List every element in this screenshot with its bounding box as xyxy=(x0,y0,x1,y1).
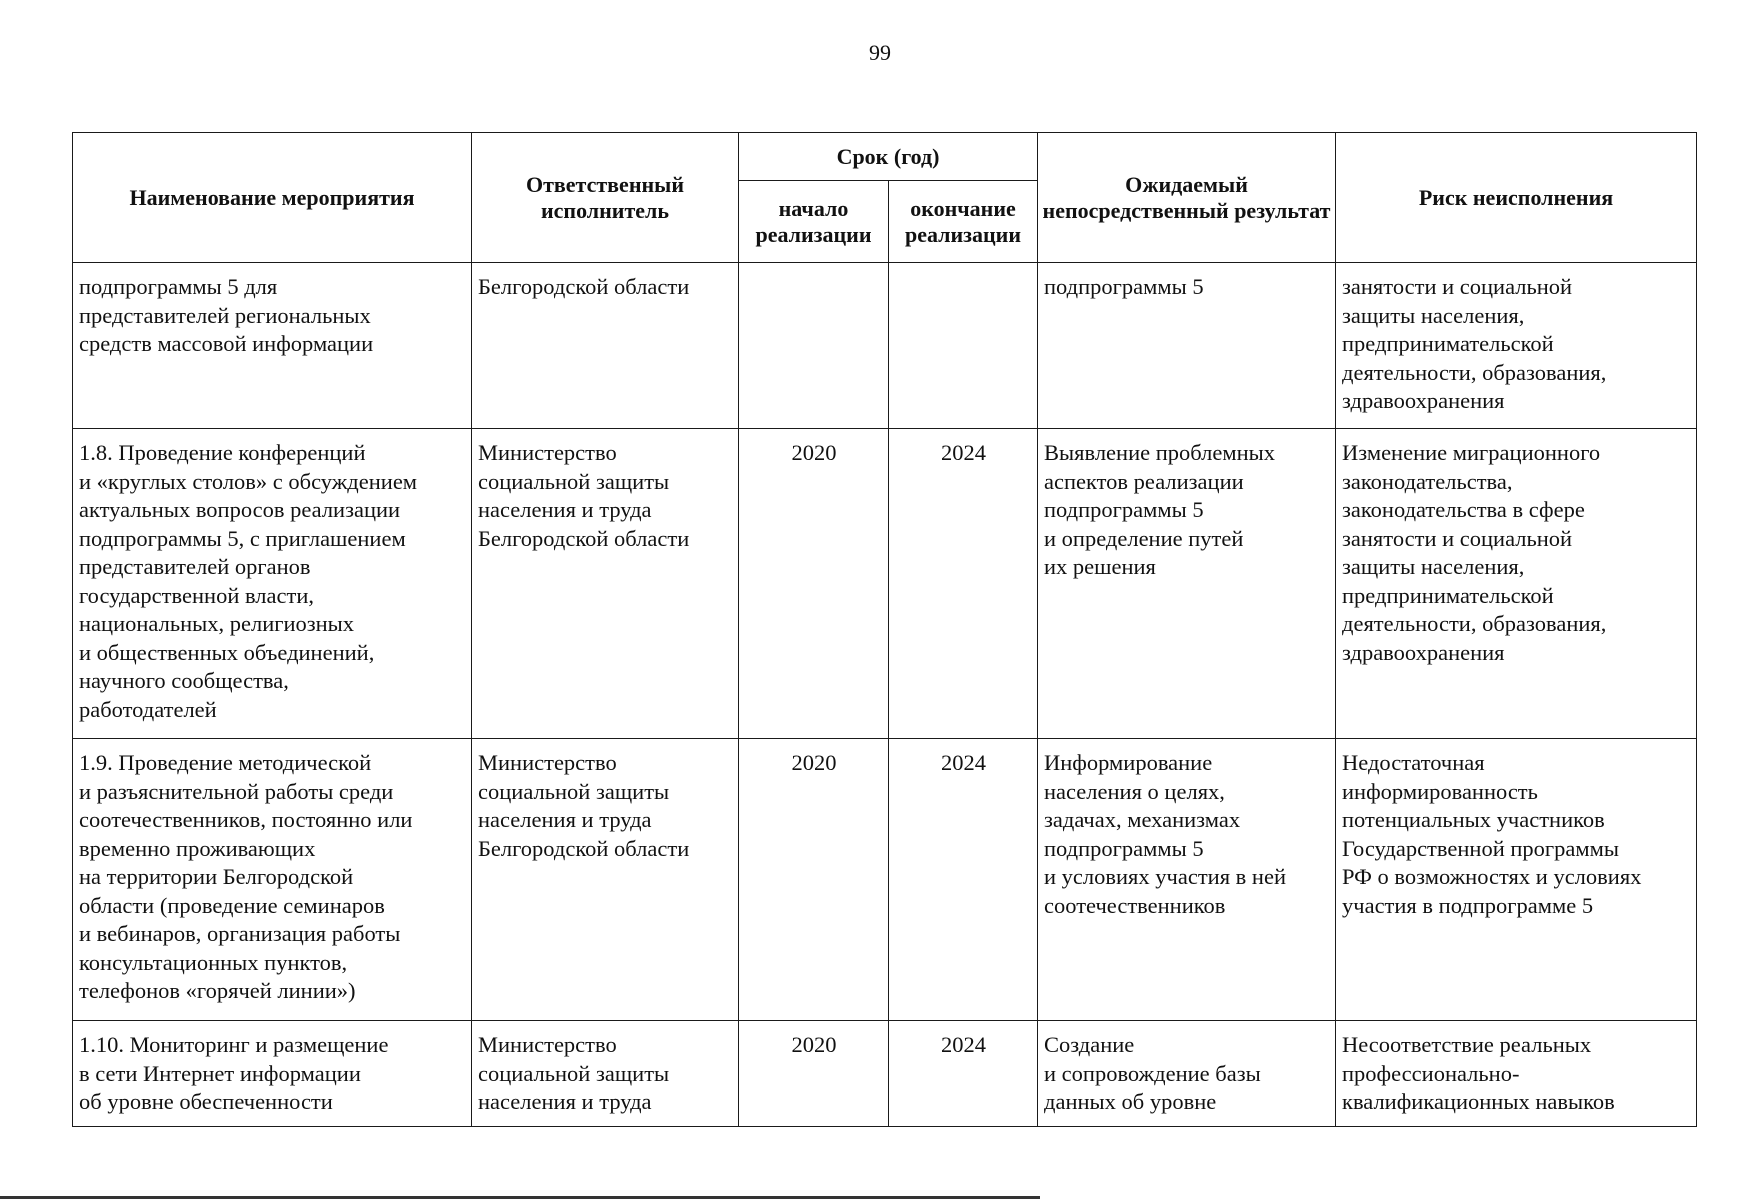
cell-end-year: 2024 xyxy=(889,739,1038,1021)
cell-risk: Изменение миграционного законодательства, законодательства в сфере занятости и социальной защиты населения, предпринимательской деятельности, образования, здравоохранения xyxy=(1336,429,1697,739)
cell-activity-name: 1.9. Проведение методической и разъяснительной работы среди соотечественников, постоянно или временно проживающих на территории Белгородской области (проведение семинаров и вебинаров, организация работы консультационных пунктов, телефонов «горячей линии») xyxy=(73,739,472,1021)
cell-end-year: 2024 xyxy=(889,429,1038,739)
header-end: окончание реализации xyxy=(889,181,1038,263)
header-term: Срок (год) xyxy=(739,133,1038,181)
cell-start-year: 2020 xyxy=(739,739,889,1021)
cell-executor: Министерство социальной защиты населения и труда xyxy=(472,1021,739,1127)
cell-activity-name: 1.8. Проведение конференций и «круглых столов» с обсуждением актуальных вопросов реализации подпрограммы 5, с приглашением представителей органов государственной власти, национальных, религиозных и общественных объединений, научного сообщества, работодателей xyxy=(73,429,472,739)
cell-activity-name: 1.10. Мониторинг и размещение в сети Интернет информации об уровне обеспеченности xyxy=(73,1021,472,1127)
bottom-border-line xyxy=(0,1196,1040,1199)
cell-expected-result: подпрограммы 5 xyxy=(1038,263,1336,429)
table-header xyxy=(73,133,1697,263)
cell-expected-result: Выявление проблемных аспектов реализации подпрограммы 5 и определение путей их решения xyxy=(1038,429,1336,739)
cell-executor: Министерство социальной защиты населения и труда Белгородской области xyxy=(472,739,739,1021)
cell-start-year: 2020 xyxy=(739,1021,889,1127)
cell-expected-result: Создание и сопровождение базы данных об уровне xyxy=(1038,1021,1336,1127)
cell-start-year: 2020 xyxy=(739,429,889,739)
cell-executor: Белгородской области xyxy=(472,263,739,429)
cell-expected-result: Информирование населения о целях, задачах, механизмах подпрограммы 5 и условиях участия в ней соотечественников xyxy=(1038,739,1336,1021)
header-start: начало реализации xyxy=(739,181,889,263)
cell-end-year: 2024 xyxy=(889,1021,1038,1127)
header-expected-result: Ожидаемый непосредственный результат xyxy=(1038,133,1336,263)
header-executor: Ответственный исполнитель xyxy=(472,133,739,263)
table-row xyxy=(73,739,1697,1021)
cell-risk: Недостаточная информированность потенциальных участников Государственной программы РФ о возможностях и условиях участия в подпрограмме 5 xyxy=(1336,739,1697,1021)
header-risk: Риск неисполнения xyxy=(1336,133,1697,263)
cell-risk: Несоответствие реальных профессионально- квалификационных навыков xyxy=(1336,1021,1697,1127)
activities-table xyxy=(72,132,1697,1127)
table-row xyxy=(73,429,1697,739)
table-row xyxy=(73,263,1697,429)
cell-start-year xyxy=(739,263,889,429)
table-row xyxy=(73,1021,1697,1127)
cell-executor: Министерство социальной защиты населения и труда Белгородской области xyxy=(472,429,739,739)
cell-end-year xyxy=(889,263,1038,429)
cell-activity-name: подпрограммы 5 для представителей региональных средств массовой информации xyxy=(73,263,472,429)
cell-risk: занятости и социальной защиты населения, предпринимательской деятельности, образования, здравоохранения xyxy=(1336,263,1697,429)
page-number: 99 xyxy=(869,40,891,65)
header-activity-name: Наименование мероприятия xyxy=(73,133,472,263)
